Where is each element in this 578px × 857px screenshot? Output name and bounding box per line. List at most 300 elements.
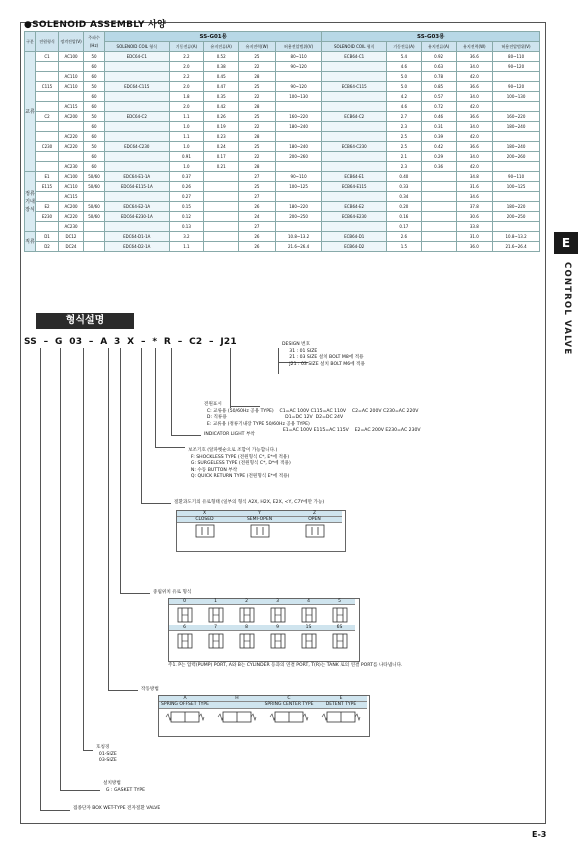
table-cell: ECB64-C2 (322, 112, 387, 122)
spool-code: 4 (293, 599, 324, 605)
table-cell: 100~125 (275, 182, 322, 192)
table-cell (59, 62, 84, 72)
table-cell: 0.45 (204, 72, 239, 82)
table-cell: ECB64-C230 (322, 142, 387, 152)
table-cell: 21.6~26.4 (493, 242, 540, 252)
table-row (25, 52, 540, 62)
transient-label: OPEN (287, 517, 342, 523)
operation-cell (211, 696, 263, 725)
table-cell: 100~125 (493, 182, 540, 192)
table-cell: 180~240 (493, 122, 540, 132)
spool-cell (169, 625, 200, 651)
table-cell: 0.36 (421, 162, 456, 172)
table-cell (36, 72, 59, 82)
table-cell: AC110 (59, 82, 84, 92)
table-cell: 1.0 (169, 122, 204, 132)
table-row (25, 242, 540, 252)
actuator-symbol-icon (269, 710, 309, 724)
spool-code: 0 (169, 599, 200, 605)
table-row (25, 122, 540, 132)
table-cell: ECB64-C1 (322, 52, 387, 62)
spool-symbol-icon (207, 606, 225, 624)
table-cell: 0.27 (169, 192, 204, 202)
spool-cell (262, 599, 293, 625)
table-cell: 28 (239, 132, 276, 142)
spool-code: 2 (231, 599, 262, 605)
table-cell: 0.38 (204, 62, 239, 72)
table-cell: 2.3 (387, 122, 422, 132)
table-cell: 2.6 (387, 232, 422, 242)
spool-code: 6 (169, 625, 200, 631)
spool-cell (293, 625, 324, 651)
section-title: 형식설명 (36, 313, 134, 329)
table-cell: 180~240 (275, 142, 322, 152)
table-cell (36, 132, 59, 142)
table-cell: 0.42 (204, 102, 239, 112)
table-cell: 0.42 (421, 142, 456, 152)
table-cell: 28 (239, 162, 276, 172)
table-cell: 60 (84, 152, 105, 162)
table-cell: 1.0 (169, 142, 204, 152)
spool-box (168, 598, 360, 662)
table-cell: 80~110 (275, 52, 322, 62)
operation-cell (159, 696, 211, 725)
note-size: 호칭경 01-SIZE 03-SIZE (96, 745, 117, 763)
valve-symbol-icon (250, 524, 270, 538)
table-cell: ECB64-E230 (322, 212, 387, 222)
spool-symbol-icon (300, 632, 318, 650)
table-cell (36, 122, 59, 132)
table-cell (275, 162, 322, 172)
table-cell: 90~120 (493, 82, 540, 92)
transient-cell (177, 511, 232, 539)
table-row (25, 132, 540, 142)
table-cell: 0.39 (421, 132, 456, 142)
note-transient: 절환과도기의 유로형태 (일부의 형식 A2X, H2X, E2X, <Y, C7Y에만 가능) (174, 500, 325, 505)
table-cell (493, 222, 540, 232)
table-cell: 180~220 (275, 202, 322, 212)
table-cell (493, 132, 540, 142)
table-cell: 2.3 (387, 162, 422, 172)
table-cell (59, 152, 84, 162)
operation-code: H (211, 696, 263, 702)
table-cell (204, 202, 239, 212)
model-code: SS – G 03 – A 3 X – * R – C2 – J21 (24, 337, 237, 347)
table-cell: 22 (239, 62, 276, 72)
table-cell: 0.16 (387, 212, 422, 222)
table-row (25, 172, 540, 182)
table-cell: 25 (239, 142, 276, 152)
note-indicator: INDICATOR LIGHT 부착 (204, 432, 255, 437)
table-cell: 2.2 (169, 52, 204, 62)
table-cell: 0.17 (387, 222, 422, 232)
table-row (25, 82, 540, 92)
table-cell: 60 (84, 122, 105, 132)
transient-code: Y (232, 511, 287, 517)
table-cell: 36.6 (456, 82, 493, 92)
table-cell: 25 (239, 182, 276, 192)
table-row (25, 62, 540, 72)
table-cell: C2 (36, 112, 59, 122)
table-cell (493, 162, 540, 172)
operation-code: A (159, 696, 211, 702)
spool-code: 1 (200, 599, 231, 605)
table-cell: 33.8 (456, 222, 493, 232)
transient-label: SEMI-OPEN (232, 517, 287, 523)
spool-cell (200, 599, 231, 625)
table-cell (105, 132, 170, 142)
table-cell: EDC64-C115 (105, 82, 170, 92)
table-cell: 0.78 (421, 72, 456, 82)
actuator-symbol-icon (165, 710, 205, 724)
th-group-g01: SS-G01용 (105, 32, 322, 42)
table-cell: 42.0 (456, 162, 493, 172)
table-cell: 0.24 (204, 142, 239, 152)
note-power: 전원표시 C: 교류용 (50/60Hz 공용 TYPE) C1=AC 100V C115=AC 110V C2=AC 200V C230=AC 220V D: 직류용 D1=DC 12V D2=DC 24V E: 교류용 (정류기내장 TYPE 50/60Hz 공용 TYPE) E1=AC 100V E115=AC 115V E2=AC 200V E230=AC 230V (204, 402, 421, 433)
spool-code: 6S (324, 625, 355, 631)
row-group-label: 직류 (25, 232, 36, 252)
spool-code: 7 (200, 625, 231, 631)
table-cell: 2.1 (387, 152, 422, 162)
th-freq: 주파수 (Hz) (84, 32, 105, 52)
table-cell: 42.0 (456, 72, 493, 82)
table-cell: 42.0 (456, 132, 493, 142)
table-row (25, 152, 540, 162)
table-cell: 1.0 (169, 162, 204, 172)
actuator-symbol-icon (321, 710, 361, 724)
section-tab-letter: E (554, 232, 578, 254)
table-cell (493, 72, 540, 82)
table-cell: 10.8~13.2 (275, 232, 322, 242)
th-hold-a-2: 유지전류(A) (421, 42, 456, 52)
table-cell: 50 (84, 82, 105, 92)
table-cell: AC100 (59, 52, 84, 62)
table-cell: 1.1 (169, 112, 204, 122)
table-cell (36, 92, 59, 102)
table-cell (105, 152, 170, 162)
table-cell (275, 102, 322, 112)
spool-code: 5 (324, 599, 355, 605)
spool-code: 9 (262, 625, 293, 631)
spool-symbol-icon (238, 632, 256, 650)
table-cell: 34.0 (456, 152, 493, 162)
table-cell (322, 102, 387, 112)
table-cell: 2.0 (169, 62, 204, 72)
valve-symbol-icon (305, 524, 325, 538)
table-cell: 28 (239, 102, 276, 112)
table-cell (204, 192, 239, 202)
table-cell: C230 (36, 142, 59, 152)
table-cell: 0.33 (387, 182, 422, 192)
th-group-g03: SS-G03용 (322, 32, 540, 42)
table-cell: 34.0 (456, 92, 493, 102)
table-cell: 160~220 (275, 112, 322, 122)
th-coil-1: SOLENOID COIL 형식 (105, 42, 170, 52)
table-cell: DC24 (59, 242, 84, 252)
table-row (25, 222, 540, 232)
table-cell: 0.63 (421, 62, 456, 72)
table-cell: 50/60 (84, 212, 105, 222)
table-cell: 0.72 (421, 102, 456, 112)
table-cell: EDC64-E1-1A (105, 172, 170, 182)
table-cell: 27 (239, 172, 276, 182)
spool-code: 8 (231, 625, 262, 631)
table-cell: 5.0 (387, 82, 422, 92)
table-cell: 25 (239, 112, 276, 122)
table-cell: 1.1 (169, 242, 204, 252)
table-cell: 3.2 (169, 232, 204, 242)
page-title: ●SOLENOID ASSEMBLY 사양 (24, 20, 167, 30)
table-cell: 31.6 (456, 182, 493, 192)
row-group-label: 정류기내장식 (25, 172, 36, 232)
table-cell: 50/60 (84, 172, 105, 182)
table-cell: ECB64-E115 (322, 182, 387, 192)
table-row (25, 212, 540, 222)
table-cell: E2 (36, 202, 59, 212)
table-cell: 22 (239, 152, 276, 162)
table-cell (36, 102, 59, 112)
table-cell: EDC64-D2-1A (105, 242, 170, 252)
table-cell (493, 192, 540, 202)
spool-symbol-icon (331, 606, 349, 624)
table-cell: 90~110 (275, 172, 322, 182)
table-cell: 0.17 (204, 152, 239, 162)
table-cell: 36.6 (456, 142, 493, 152)
table-cell: 0.26 (169, 182, 204, 192)
table-cell: 5.4 (387, 52, 422, 62)
table-cell: ECB64-E1 (322, 172, 387, 182)
table-cell: 1.1 (169, 132, 204, 142)
table-cell: 200~250 (493, 212, 540, 222)
table-cell: 42.0 (456, 102, 493, 112)
table-cell: AC100 (59, 172, 84, 182)
table-cell: 90~120 (275, 62, 322, 72)
table-cell: 0.13 (169, 222, 204, 232)
actuator-symbol-icon (217, 710, 257, 724)
table-cell (322, 92, 387, 102)
table-cell: 0.40 (387, 172, 422, 182)
table-cell (105, 192, 170, 202)
table-cell (204, 212, 239, 222)
th-coil-2: SOLENOID COIL 형식 (322, 42, 387, 52)
table-cell: 34.6 (456, 192, 493, 202)
table-row (25, 92, 540, 102)
th-voltage: 전원형식 (36, 32, 59, 52)
table-cell (36, 192, 59, 202)
table-cell: 2.0 (169, 82, 204, 92)
spool-cell (262, 625, 293, 651)
table-cell: 180~240 (493, 142, 540, 152)
table-cell: 60 (84, 132, 105, 142)
table-cell: AC110 (59, 182, 84, 192)
spool-code: 1S (293, 625, 324, 631)
table-cell: 26 (239, 242, 276, 252)
table-row (25, 142, 540, 152)
spool-symbol-icon (331, 632, 349, 650)
table-cell: AC220 (59, 212, 84, 222)
table-cell (36, 62, 59, 72)
note-spool: 중립위치 유로 형식 (153, 590, 192, 595)
table-cell: 160~220 (493, 112, 540, 122)
table-cell: 27 (239, 222, 276, 232)
table-cell: 50/60 (84, 182, 105, 192)
table-cell: EDC64-C2 (105, 112, 170, 122)
table-cell: AC220 (59, 132, 84, 142)
table-cell: AC110 (59, 72, 84, 82)
table-cell: 24 (239, 212, 276, 222)
table-cell: 0.15 (169, 202, 204, 212)
table-cell: D2 (36, 242, 59, 252)
table-cell: 0.31 (421, 122, 456, 132)
table-cell (204, 242, 239, 252)
table-cell (36, 222, 59, 232)
transient-code: Z (287, 511, 342, 517)
table-cell (275, 132, 322, 142)
table-row (25, 162, 540, 172)
table-cell: 30.6 (456, 212, 493, 222)
table-cell: 0.47 (204, 82, 239, 92)
table-cell (275, 192, 322, 202)
table-cell: 36.6 (456, 112, 493, 122)
table-cell (322, 152, 387, 162)
table-cell (322, 122, 387, 132)
table-cell: EDC64-E2-1A (105, 202, 170, 212)
th-hold-w-2: 유지전력(W) (456, 42, 493, 52)
spool-symbol-icon (238, 606, 256, 624)
table-cell (421, 172, 456, 182)
note-design: DESIGN 번호 31 : 01 SIZE 21 : 03 SIZE 설치 BOLT M8에 적용 J21 : 03 SIZE 설치 BOLT M6에 적용 (282, 342, 365, 367)
table-cell: 22 (239, 92, 276, 102)
table-cell: AC220 (59, 142, 84, 152)
table-cell: 90~120 (493, 62, 540, 72)
table-cell (84, 222, 105, 232)
table-row (25, 202, 540, 212)
table-cell: 0.34 (387, 192, 422, 202)
table-cell: AC230 (59, 222, 84, 232)
table-cell: 28 (239, 72, 276, 82)
table-cell: EDC64-D1-1A (105, 232, 170, 242)
table-cell: 2.2 (169, 72, 204, 82)
table-cell: 2.0 (169, 102, 204, 112)
table-cell (204, 232, 239, 242)
table-cell: ECB64-C115 (322, 82, 387, 92)
th-range-1: 허용전압범위(V) (275, 42, 322, 52)
table-cell: 0.19 (204, 122, 239, 132)
table-cell (421, 222, 456, 232)
table-cell: 0.57 (421, 92, 456, 102)
spool-symbol-icon (269, 606, 287, 624)
table-cell: 100~130 (493, 92, 540, 102)
th-hold-a-1: 유지전류(A) (204, 42, 239, 52)
table-cell (59, 122, 84, 132)
table-cell: 0.29 (421, 152, 456, 162)
table-cell: 10.8~13.2 (493, 232, 540, 242)
table-cell: 31.0 (456, 232, 493, 242)
table-cell: 60 (84, 62, 105, 72)
table-cell: 80~110 (493, 52, 540, 62)
table-cell: 180~240 (275, 122, 322, 132)
table-cell (105, 72, 170, 82)
table-cell: 36.0 (456, 242, 493, 252)
th-hold-w-1: 유지전력(W) (239, 42, 276, 52)
table-cell (421, 242, 456, 252)
table-cell: 0.20 (387, 202, 422, 212)
table-cell: 1.5 (387, 242, 422, 252)
table-cell: 26 (239, 202, 276, 212)
table-cell: 2.7 (387, 112, 422, 122)
th-rated-v: 정격전압(V) (59, 32, 84, 52)
table-cell: AC200 (59, 202, 84, 212)
table-cell (322, 162, 387, 172)
table-cell (105, 162, 170, 172)
table-cell: 0.52 (204, 52, 239, 62)
operation-label (211, 702, 263, 709)
table-cell (105, 92, 170, 102)
spool-code: 3 (262, 599, 293, 605)
operation-code: E (315, 696, 367, 702)
table-cell: 180~220 (493, 202, 540, 212)
table-cell: 200~260 (275, 152, 322, 162)
note-series: 접종단자 BOX WET-TYPE 전자절환 VALVE (73, 806, 161, 811)
spool-symbol-icon (269, 632, 287, 650)
table-cell: 0.91 (169, 152, 204, 162)
table-cell (36, 162, 59, 172)
table-cell: 0.21 (204, 162, 239, 172)
table-cell: ECB64-E2 (322, 202, 387, 212)
table-cell: 90~120 (275, 82, 322, 92)
valve-symbol-icon (195, 524, 215, 538)
table-cell: 50 (84, 112, 105, 122)
table-cell: 36.6 (456, 52, 493, 62)
table-cell: D1 (36, 232, 59, 242)
table-cell (421, 212, 456, 222)
table-cell: EDC64-E230-1A (105, 212, 170, 222)
table-cell (275, 72, 322, 82)
table-cell: C1 (36, 52, 59, 62)
table-cell: 37.8 (456, 202, 493, 212)
table-cell (322, 132, 387, 142)
table-cell (84, 192, 105, 202)
table-cell: ECB64-D2 (322, 242, 387, 252)
spool-symbol-icon (207, 632, 225, 650)
note-aux: 보조기호 (알파벳순으로 조합이 가능합니다.) F: SHOCKLESS TYPE (전원형식 C*, E*에 적용) G: SURGELESS TYPE (전원형식 C*, D*에 적용) N: 수동 BUTTON 부착 Q: QUICK RETURN TYPE (전원형식 E*에 적용) (188, 448, 291, 479)
table-cell: E230 (36, 212, 59, 222)
table-cell: AC115 (59, 102, 84, 112)
spool-cell (293, 599, 324, 625)
table-row (25, 232, 540, 242)
table-cell: 60 (84, 102, 105, 112)
spool-cell (324, 599, 355, 625)
table-row (25, 182, 540, 192)
transient-cell (287, 511, 342, 539)
transient-cell (232, 511, 287, 539)
th-range-2: 허용전압범위(V) (493, 42, 540, 52)
spool-symbol-icon (300, 606, 318, 624)
table-cell: 0.23 (204, 132, 239, 142)
table-cell: 34.8 (456, 172, 493, 182)
table-cell: 0.26 (204, 112, 239, 122)
table-cell: AC200 (59, 112, 84, 122)
operation-label: DETENT TYPE (315, 702, 367, 709)
table-cell (322, 192, 387, 202)
table-row (25, 102, 540, 112)
row-group-label: 교류 (25, 52, 36, 172)
transient-box (176, 510, 346, 552)
table-cell: 90~110 (493, 172, 540, 182)
table-row (25, 112, 540, 122)
spool-cell (324, 625, 355, 651)
spool-symbol-icon (176, 632, 194, 650)
